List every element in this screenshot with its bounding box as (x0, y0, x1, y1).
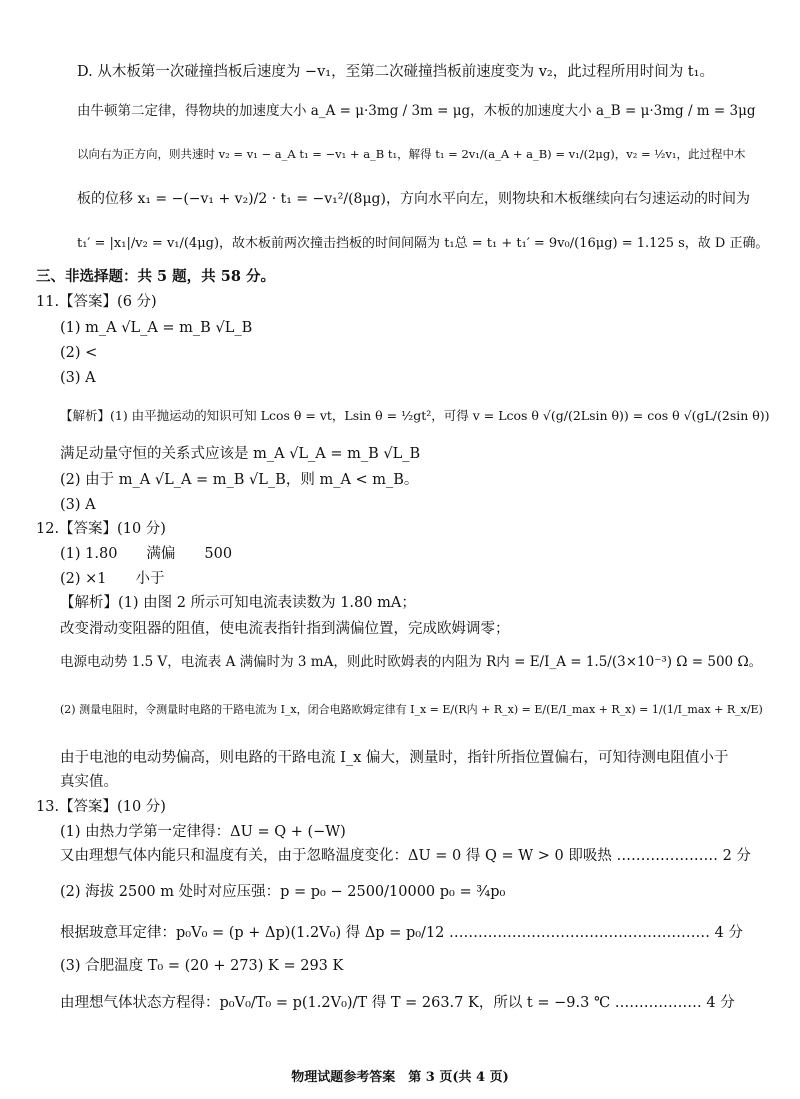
text-line: 由牛顿第二定律，得物块的加速度大小 a_A = μ·3mg / 3m = μg，木板的加速度大小 a_B = μ·3mg / m = 3μg (77, 103, 756, 119)
answer-item: 由理想气体状态方程得：p₀V₀/T₀ = p(1.2V₀)/T 得 T = 263.7 K，所以 t = −9.3 ℃ ……………… 4 分 (60, 995, 735, 1011)
analysis-line: (3) A (60, 497, 96, 513)
analysis-line: (2) 测量电阻时，令测量时电路的干路电流为 I_x，闭合电路欧姆定律有 I_x = E/(R内 + R_x) = E/(E/I_max + R_x) = 1/(1/I_max + R_x/E) (60, 703, 763, 716)
answer-item: (2) ×1 小于 (60, 571, 165, 587)
page-footer: 物理试题参考答案 第 3 页(共 4 页) (291, 1070, 509, 1085)
question-answer-heading: 11.【答案】(6 分) (36, 294, 157, 310)
analysis-line: 改变滑动变阻器的阻值，使电流表指针指到满偏位置，完成欧姆调零； (60, 621, 510, 637)
text-line: t₁′ = |x₁|/v₂ = v₁/(4μg)，故木板前两次撞击挡板的时间间隔为 t₁总 = t₁ + t₁′ = 9v₀/(16μg) = 1.125 s，故 D 正确。 (77, 236, 769, 251)
analysis-line: 满足动量守恒的关系式应该是 m_A √L_A = m_B √L_B (60, 446, 421, 462)
answer-item: (1) 1.80 满偏 500 (60, 546, 233, 562)
answer-item: (2) < (60, 345, 98, 361)
analysis-line: 真实值。 (60, 774, 118, 790)
analysis-line: 【解析】(1) 由平抛运动的知识可知 Lcos θ = vt，Lsin θ = ½gt²，可得 v = Lcos θ √(g/(2Lsin θ)) = cos θ √(gL/(2sin θ)) (60, 408, 770, 423)
text-line: D. 从木板第一次碰撞挡板后速度为 −v₁，至第二次碰撞挡板前速度变为 v₂，此过程所用时间为 t₁。 (77, 64, 714, 80)
answer-item: (2) 海拔 2500 m 处时对应压强：p = p₀ − 2500/10000 p₀ = ¾p₀ (60, 884, 506, 900)
answer-item: 又由理想气体内能只和温度有关，由于忽略温度变化：ΔU = 0 得 Q = W > 0 即吸热 ………………… 2 分 (60, 848, 751, 864)
answer-item: (3) A (60, 370, 96, 386)
section-heading: 三、非选择题：共 5 题，共 58 分。 (36, 268, 275, 285)
analysis-line: 【解析】(1) 由图 2 所示可知电流表读数为 1.80 mA； (60, 595, 416, 611)
text-line: 以向右为正方向，则共速时 v₂ = v₁ − a_A t₁ = −v₁ + a_B t₁，解得 t₁ = 2v₁/(a_A + a_B) = v₁/(2μg)，v₂ = ½v₁，此过程中木 (77, 147, 746, 161)
answer-item: (1) m_A √L_A = m_B √L_B (60, 320, 253, 336)
question-answer-heading: 12.【答案】(10 分) (36, 521, 166, 537)
answer-item: 根据玻意耳定律：p₀V₀ = (p + Δp)(1.2V₀) 得 Δp = p₀/12 ……………………………………………… 4 分 (60, 925, 743, 941)
answer-item: (1) 由热力学第一定律得：ΔU = Q + (−W) (60, 824, 346, 840)
answer-item: (3) 合肥温度 T₀ = (20 + 273) K = 293 K (60, 958, 344, 974)
analysis-line: (2) 由于 m_A √L_A = m_B √L_B，则 m_A < m_B。 (60, 472, 419, 488)
analysis-line: 电源电动势 1.5 V，电流表 A 满偏时为 3 mA，则此时欧姆表的内阻为 R内 = E/I_A = 1.5/(3×10⁻³) Ω = 500 Ω。 (60, 654, 763, 670)
text-line: 板的位移 x₁ = −(−v₁ + v₂)/2 · t₁ = −v₁²/(8μg)，方向水平向左，则物块和木板继续向右匀速运动的时间为 (77, 191, 750, 207)
question-answer-heading: 13.【答案】(10 分) (36, 799, 166, 815)
analysis-line: 由于电池的电动势偏高，则电路的干路电流 I_x 偏大，测量时，指针所指位置偏右，可知待测电阻值小于 (60, 750, 729, 766)
